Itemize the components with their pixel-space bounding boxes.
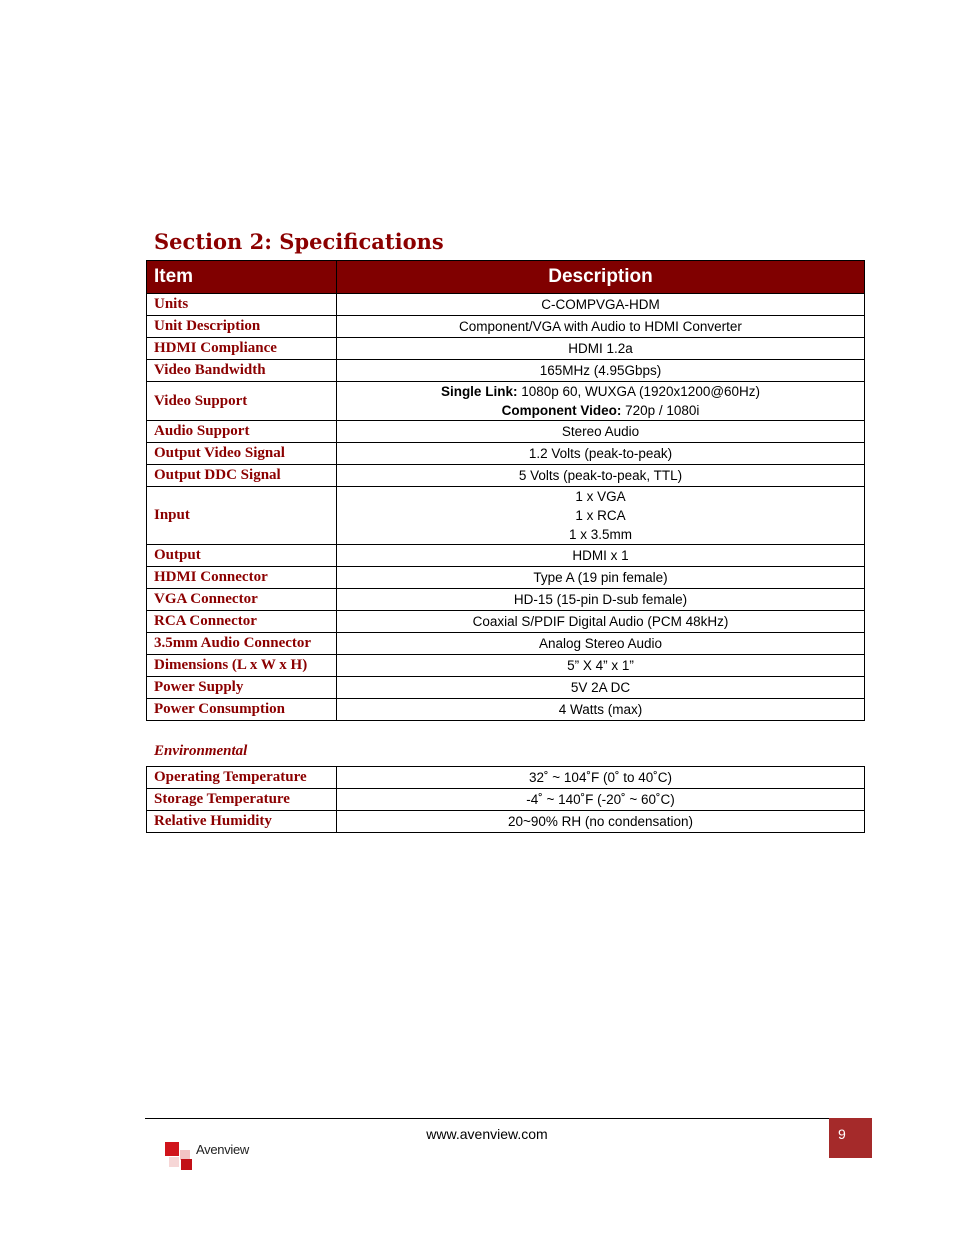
spec-value: Coaxial S/PDIF Digital Audio (PCM 48kHz) — [337, 611, 865, 633]
spec-value: HD-15 (15-pin D-sub female) — [337, 589, 865, 611]
spec-value: Type A (19 pin female) — [337, 567, 865, 589]
spec-value: 1.2 Volts (peak-to-peak) — [337, 443, 865, 465]
table-row — [147, 294, 865, 316]
logo-square-icon — [165, 1142, 179, 1156]
video-support-line-1 — [344, 382, 857, 401]
spec-value — [337, 487, 865, 545]
spec-value: 165MHz (4.95Gbps) — [337, 360, 865, 382]
table-row — [147, 611, 865, 633]
table-row — [147, 811, 865, 833]
table-row — [147, 338, 865, 360]
spec-item: 3.5mm Audio Connector — [147, 633, 337, 655]
table-row — [147, 545, 865, 567]
spec-item: Operating Temperature — [147, 767, 337, 789]
table-row — [147, 789, 865, 811]
footer-divider — [145, 1118, 872, 1119]
spec-value: HDMI x 1 — [337, 545, 865, 567]
header-item: Item — [147, 261, 337, 294]
environmental-heading: Environmental — [154, 743, 248, 759]
single-link-label: Single Link: — [440, 384, 518, 399]
spec-item: HDMI Compliance — [147, 338, 337, 360]
input-line-2: 1 x RCA — [575, 508, 626, 523]
table-header-row — [147, 261, 865, 294]
spec-item: VGA Connector — [147, 589, 337, 611]
table-row — [147, 443, 865, 465]
spec-item: Output Video Signal — [147, 443, 337, 465]
logo-square-icon — [181, 1159, 192, 1170]
spec-item: Storage Temperature — [147, 789, 337, 811]
single-link-value: 1080p 60, WUXGA (1920x1200@60Hz) — [517, 384, 761, 399]
spec-item: RCA Connector — [147, 611, 337, 633]
table-row — [147, 633, 865, 655]
environmental-table — [146, 766, 865, 833]
spec-item: Relative Humidity — [147, 811, 337, 833]
spec-item: Video Support — [147, 382, 337, 421]
table-row — [147, 767, 865, 789]
table-row — [147, 465, 865, 487]
table-row — [147, 589, 865, 611]
spec-item: HDMI Connector — [147, 567, 337, 589]
logo-text: Avenview — [196, 1142, 250, 1157]
input-line-1: 1 x VGA — [575, 489, 626, 504]
spec-item: Video Bandwidth — [147, 360, 337, 382]
logo-square-icon — [169, 1157, 179, 1167]
table-row — [147, 487, 865, 545]
spec-item: Power Supply — [147, 677, 337, 699]
spec-value: 5V 2A DC — [337, 677, 865, 699]
spec-item: Unit Description — [147, 316, 337, 338]
spec-value: C-COMPVGA-HDM — [337, 294, 865, 316]
spec-value: 5” X 4” x 1” — [337, 655, 865, 677]
table-row — [147, 567, 865, 589]
spec-item: Units — [147, 294, 337, 316]
table-row — [147, 360, 865, 382]
table-row — [147, 316, 865, 338]
spec-value: 32˚ ~ 104˚F (0˚ to 40˚C) — [337, 767, 865, 789]
spec-value — [337, 382, 865, 421]
spec-value: 4 Watts (max) — [337, 699, 865, 721]
spec-item: Audio Support — [147, 421, 337, 443]
spec-item: Dimensions (L x W x H) — [147, 655, 337, 677]
spec-value: Component/VGA with Audio to HDMI Converter — [337, 316, 865, 338]
spec-value: -4˚ ~ 140˚F (-20˚ ~ 60˚C) — [337, 789, 865, 811]
spec-item: Output — [147, 545, 337, 567]
table-row — [147, 677, 865, 699]
table-row — [147, 421, 865, 443]
component-video-label: Component Video: — [501, 403, 622, 418]
spec-value: 5 Volts (peak-to-peak, TTL) — [337, 465, 865, 487]
header-description: Description — [337, 261, 865, 294]
section-title: Section 2: Specifications — [154, 229, 444, 254]
spec-item: Output DDC Signal — [147, 465, 337, 487]
input-line-3: 1 x 3.5mm — [568, 527, 633, 542]
component-video-value: 720p / 1080i — [621, 403, 700, 418]
spec-value: 20~90% RH (no condensation) — [337, 811, 865, 833]
table-row — [147, 382, 865, 421]
page-number: 9 — [829, 1118, 872, 1158]
spec-item: Input — [147, 487, 337, 545]
spec-value: Analog Stereo Audio — [337, 633, 865, 655]
footer-url[interactable]: www.avenview.com — [426, 1126, 548, 1142]
spec-item: Power Consumption — [147, 699, 337, 721]
table-row — [147, 655, 865, 677]
spec-value: HDMI 1.2a — [337, 338, 865, 360]
video-support-line-2 — [344, 401, 857, 420]
specifications-table — [146, 260, 865, 721]
avenview-logo — [165, 1138, 265, 1178]
spec-value: Stereo Audio — [337, 421, 865, 443]
table-row — [147, 699, 865, 721]
